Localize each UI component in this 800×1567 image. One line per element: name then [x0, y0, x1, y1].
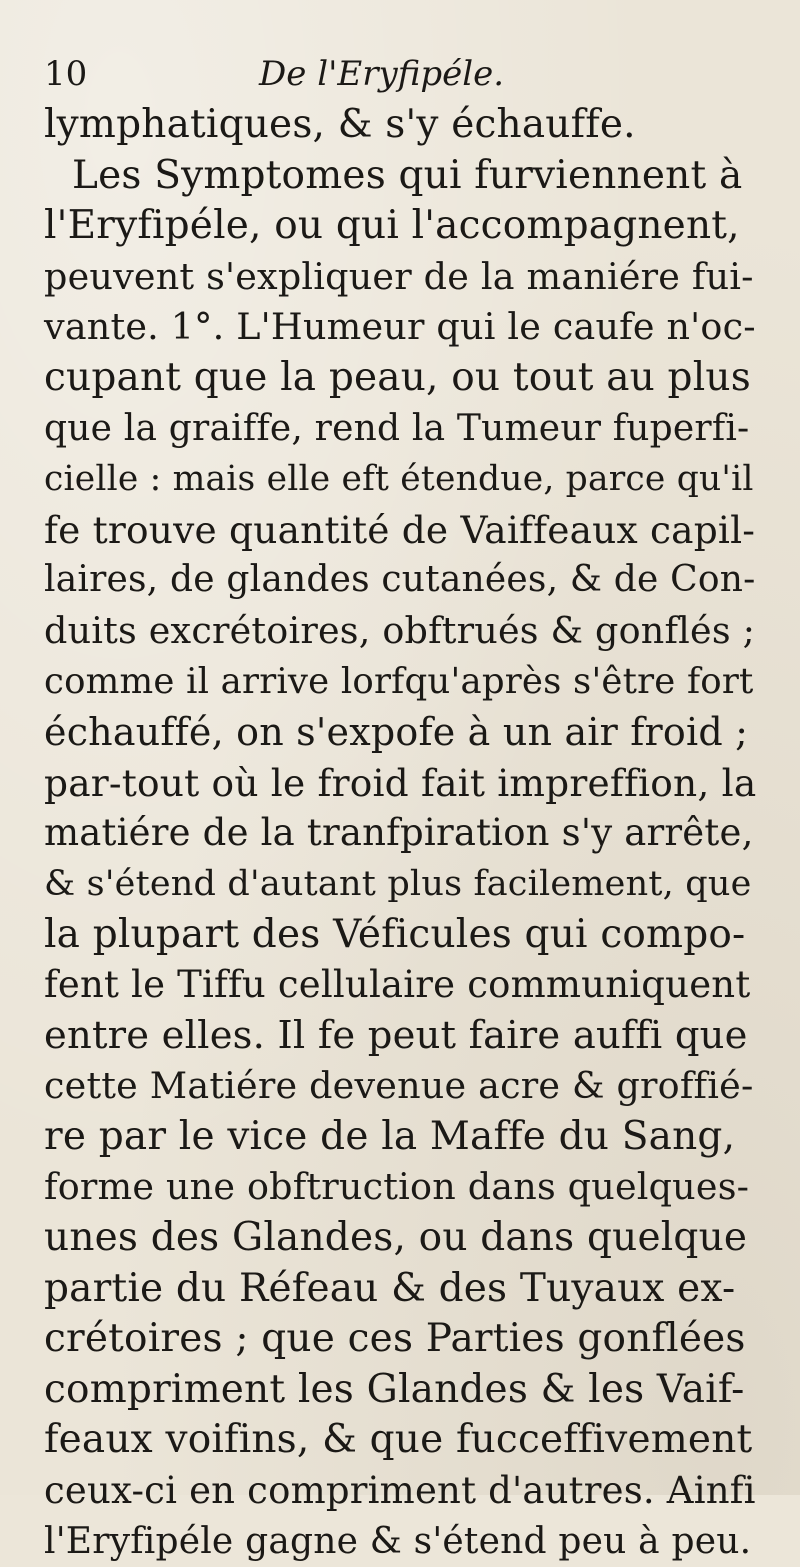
text-line: forme une obftruction dans quelques- — [44, 1165, 750, 1209]
text-line: fe trouve quantité de Vaiffeaux capil- — [44, 507, 756, 552]
text-line: Les Symptomes qui furviennent à — [72, 152, 743, 198]
running-head — [44, 50, 744, 98]
text-line: peuvent s'expliquer de la maniére fui- — [44, 254, 754, 298]
text-line: entre elles. Il fe peut faire auffi que — [44, 1012, 748, 1058]
text-line: ceux-ci en compriment d'autres. Ainfi — [44, 1469, 756, 1513]
text-line: par-tout où le froid fait impreffion, la — [44, 760, 757, 805]
text-line: matiére de la tranfpiration s'y arrête, — [44, 811, 754, 855]
text-line: & s'étend d'autant plus facilement, que — [44, 863, 752, 904]
text-line: cette Matiére devenue acre & groffié- — [44, 1064, 754, 1108]
text-line: comme il arrive lorfqu'après s'être fort — [44, 660, 754, 702]
text-line: unes des Glandes, ou dans quelque — [44, 1215, 748, 1261]
text-line: échauffé, on s'expofe à un air froid ; — [44, 710, 749, 755]
text-line: compriment les Glandes & les Vaif- — [44, 1366, 745, 1412]
running-title: De l'Eryfipéle. — [259, 54, 505, 94]
page-number: 10 — [44, 54, 88, 94]
text-line: re par le vice de la Maffe du Sang, — [44, 1113, 736, 1159]
text-line: cupant que la peau, ou tout au plus — [44, 354, 751, 400]
text-line: lymphatiques, & s'y échauffe. — [44, 102, 636, 147]
text-line: crétoires ; que ces Parties gonflées — [44, 1316, 746, 1362]
text-line: cielle : mais elle eft étendue, parce qu'il — [44, 459, 754, 500]
text-line: partie du Réfeau & des Tuyaux ex- — [44, 1265, 736, 1311]
body-text — [44, 100, 756, 1567]
text-line: vante. 1°. L'Humeur qui le caufe n'oc- — [44, 305, 756, 349]
text-line: feaux voifins, & que fucceffivement — [44, 1417, 753, 1463]
text-line: l'Eryfipéle gagne & s'étend peu à peu. — [44, 1520, 752, 1562]
text-line: la plupart des Véficules qui compo- — [44, 911, 746, 957]
text-line: l'Eryfipéle, ou qui l'accompagnent, — [44, 203, 740, 249]
text-line: que la graiffe, rend la Tumeur fuperfi- — [44, 407, 750, 449]
text-line: duits excrétoires, obftrués & gonflés ; — [44, 608, 756, 652]
text-line: laires, de glandes cutanées, & de Con- — [44, 559, 756, 601]
text-line: fent le Tiffu cellulaire communiquent — [44, 963, 751, 1007]
